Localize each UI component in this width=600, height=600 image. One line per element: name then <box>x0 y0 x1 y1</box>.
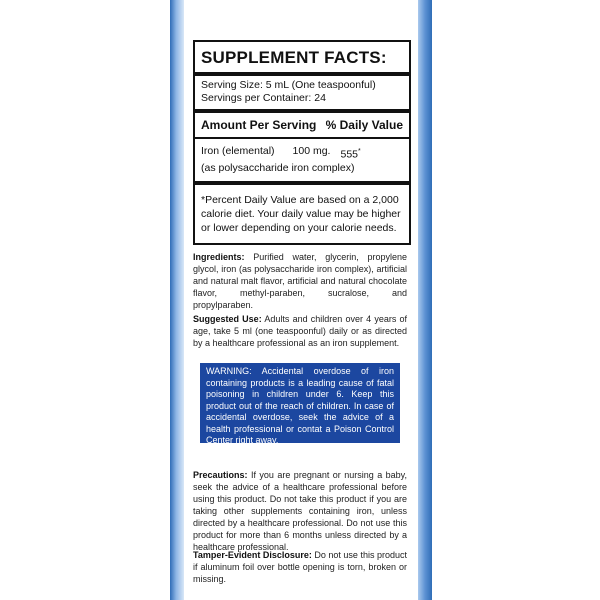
suggested-use-section <box>193 313 407 349</box>
facts-title: SUPPLEMENT FACTS: <box>195 42 409 76</box>
supplement-facts-panel <box>193 40 411 245</box>
dv-header: % Daily Value <box>325 118 403 132</box>
serving-size: Serving Size: 5 mL (One teaspoonful) <box>201 79 376 91</box>
box-side-left <box>170 0 184 600</box>
ingredients-section <box>193 251 407 311</box>
facts-header-row <box>195 113 409 139</box>
precautions-label: Precautions: <box>193 470 248 480</box>
warning-label: WARNING: <box>206 366 252 376</box>
precautions-section <box>193 469 407 553</box>
tamper-section <box>193 549 407 585</box>
warning-text: Accidental overdose of iron containing products is a leading cause of fatal poisoning in children under 6. Keep this product out of the reach of children. In case of accidental overdose, seek the advice of a health professional or contat a Poison Control Center right away. <box>206 366 394 445</box>
box-side-right <box>418 0 432 600</box>
nutrient-amount: 100 mg. <box>292 145 331 157</box>
suggested-use-label: Suggested Use: <box>193 314 262 324</box>
ingredients-text: Purified water, glycerin, propylene glycol, iron (as polysaccharide iron complex), artificial and natural malt flavor, artificial and natural chocolate flavor, methyl-paraben, sucralose, and propylparaben. <box>193 252 407 310</box>
suggested-use-text: Adults and children over 4 years of age, take 5 ml (one teaspoonful) daily or as directed by a healthcare professional as an iron supplement. <box>193 314 408 348</box>
tamper-label: Tamper-Evident Disclosure: <box>193 550 312 560</box>
warning-box <box>200 363 400 443</box>
serving-info <box>195 76 409 113</box>
nutrient-dv-mark: * <box>358 148 361 155</box>
amount-header: Amount Per Serving <box>201 118 317 132</box>
tamper-text: Do not use this product if aluminum foil over bottle opening is torn, broken or missing. <box>193 550 407 584</box>
servings-per-container: Servings per Container: 24 <box>201 92 326 104</box>
nutrient-name: Iron (elemental) <box>201 145 275 157</box>
facts-footnote: *Percent Daily Value are based on a 2,000 calorie diet. Your daily value may be higher or lower depending on your calorie needs. <box>201 193 401 234</box>
nutrient-dv <box>340 145 360 162</box>
ingredients-label: Ingredients: <box>193 252 245 262</box>
precautions-text: If you are pregnant or nursing a baby, seek the advice of a healthcare professional before using this product. Do not take this product if you are taking other supplements containing iron, unless directed by a healthcare professional. Do not use this product for more than 6 months unless directed by a healthcare professional. <box>193 470 407 552</box>
nutrient-dv-value: 555 <box>340 148 359 161</box>
nutrient-source: (as polysaccharide iron complex) <box>201 161 355 174</box>
nutrient-row <box>195 139 409 185</box>
